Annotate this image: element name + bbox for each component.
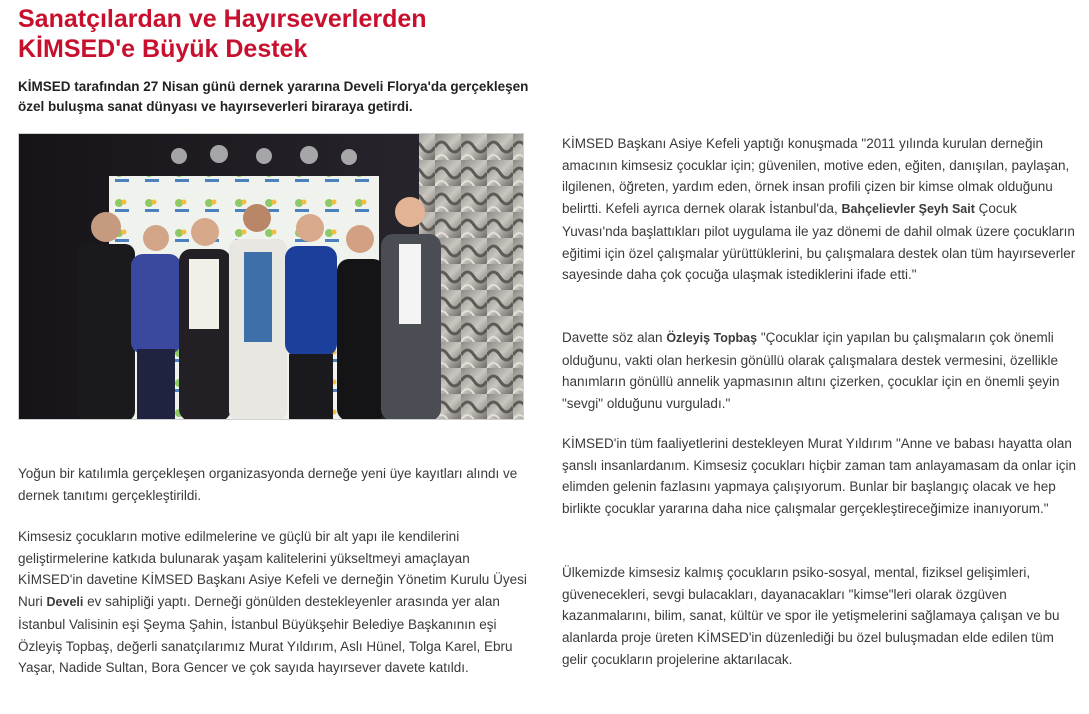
left-paragraph-2-text-a: Kimsesiz çocukların motive edilmelerine ve güçlü bir alt yapı ile kendilerini geliştirmelerine katkıda bulunarak yaşam kalitelerini yükseltmeyi amaçlayan KİMSED'in davetine KİMSED Başkanı Asiye Kefeli ve derneğin Yönetim Kurulu Üyesi Nuri [18, 529, 527, 610]
event-photo [18, 133, 524, 420]
right-paragraph-2-bold: Özleyiş Topbaş [666, 331, 758, 345]
article-lead: KİMSED tarafından 27 Nisan günü dernek yararına Develi Florya'da gerçekleşen özel buluşma sanat dünyası ve hayırseverleri biraraya getirdi. [18, 79, 529, 114]
right-paragraph-1-text-a: KİMSED Başkanı Asiye Kefeli yaptığı konuşmada "2011 yılında kurulan derneğin amacının kimsesiz çocuklar için; güvenilen, motive eden, eğiten, danışılan, paylaşan, ilgilenen, öğreten, yardım eden, örnek insan profili çizen bir kimse olmak olduğunu belirtti. Kefeli ayrıca dernek olarak İstanbul'da, [562, 136, 1070, 217]
article-title-line-2: KİMSED'e Büyük Destek [18, 35, 308, 63]
article-title [18, 4, 638, 64]
left-paragraph-2 [18, 526, 538, 679]
right-paragraph-2-text-b: "Çocuklar için yapılan bu çalışmaların çok önemli olduğunu, vakti olan herkesin gönüllü olarak çalışmalara destek vermesini, özellikle hanımların gönüllü annelik yapmasının altını çizerken, çocuklar için en önemli şeyin "sevgi" olduğunu vurguladı." [562, 330, 1060, 412]
right-paragraph-1-text-b: Çocuk Yuvası'nda başlattıkları pilot uygulama ile yaz dönemi de dahil olmak üzere çocukların eğitimi için özel çalışmalar yürüttüklerini, bu çalışmalara destek olan tüm hayırseverler sayesinde daha çok çocuğa ulaşmak istediklerini ifade etti." [562, 201, 1076, 283]
right-paragraph-4: Ülkemizde kimsesiz kalmış çocukların psiko-sosyal, mental, fiziksel gelişimleri, güvenecekleri, sevgi bulacakları, dayanacakları "kimse"leri olarak özgüven kazanmalarını, bilim, sanat, kültür ve spor ile yetişmelerini sağlamaya çalışan ve bu alanlarda proje üreten KİMSED'in düzenlediği bu özel buluşmadan elde edilen tüm gelir çocukların projelerine aktarılacak. [562, 565, 1060, 667]
left-paragraph-2-bold: Develi [46, 595, 84, 610]
event-photo-illustration [19, 134, 524, 420]
right-paragraph-2 [562, 327, 1078, 415]
right-paragraph-1 [562, 133, 1078, 286]
right-paragraph-3: KİMSED'in tüm faaliyetlerini destekleyen Murat Yıldırım "Anne ve babası hayatta olan şanslı insanlardanım. Kimsesiz çocukları hiçbir zaman tam anlayamasam da onlar için elimden gelenin fazlasını yapmaya çalışıyorum. Bunlar bir başlangıç olacak ve hep birlikte çocuklar yararına daha nice çalışmalar gerçekleştireceğimize inanıyorum." [562, 436, 1076, 517]
left-paragraph-1: Yoğun bir katılımla gerçekleşen organizasyonda derneğe yeni üye kayıtları alındı ve dernek tanıtımı gerçekleştirildi. [18, 466, 518, 503]
article-title-line-1: Sanatçılardan ve Hayırseverlerden [18, 5, 427, 33]
left-paragraph-2-text-b: ev sahipliği yaptı. Derneği gönülden destekleyenler arasında yer alan İstanbul Valisinin eşi Şeyma Şahin, İstanbul Büyükşehir Belediye Başkanının eşi Özleyiş Topbaş, değerli sanatçılarımız Murat Yıldırım, Aslı Hünel, Tolga Karel, Ebru Yaşar, Nadide Sultan, Bora Gencer ve çok sayıda hayırsever davete katıldı. [18, 594, 513, 676]
right-paragraph-1-bold: Bahçelievler Şeyh Sait [841, 202, 975, 217]
right-paragraph-2-text-a: Davette söz alan [562, 330, 667, 345]
